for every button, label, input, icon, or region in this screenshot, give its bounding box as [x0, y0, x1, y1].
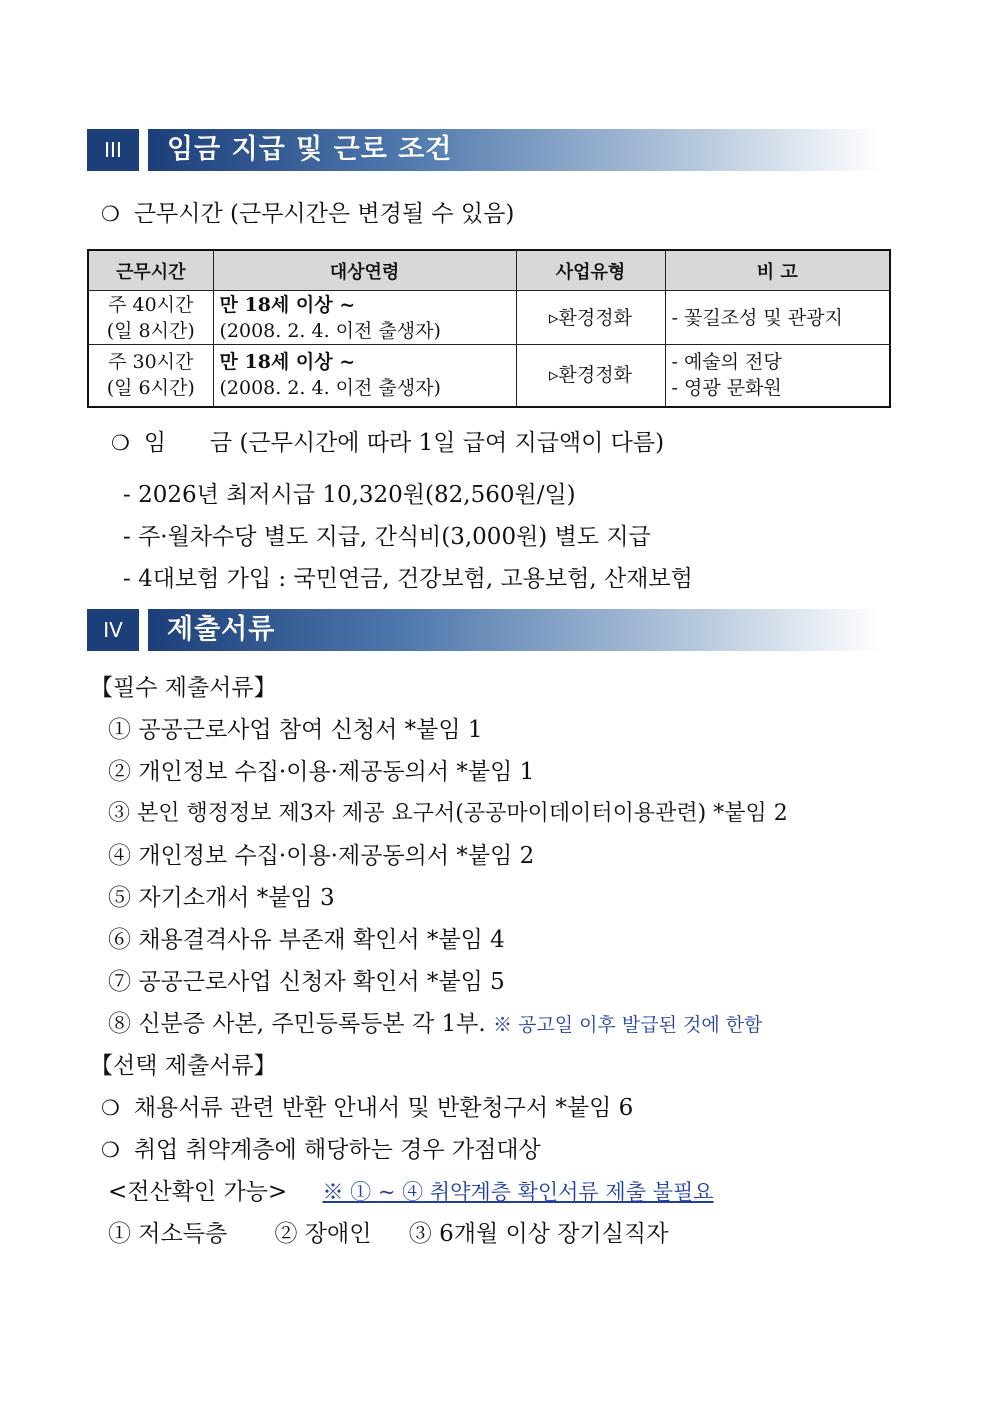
category-item: ③ 6개월 이상 장기실직자 — [408, 1221, 669, 1247]
section-header-3 — [87, 129, 882, 171]
age-cell: 만 18세 이상 ~ (2008. 2. 4. 이전 출생자) — [213, 291, 516, 345]
age-cell: 만 18세 이상 ~ (2008. 2. 4. 이전 출생자) — [213, 345, 516, 407]
list-item: ⑥ 채용결격사유 부존재 확인서 *붙임 4 — [108, 927, 505, 953]
section-number: IV — [87, 609, 139, 651]
optional-docs-heading: 【선택 제출서류】 — [90, 1053, 277, 1079]
category-item: ② 장애인 — [274, 1221, 372, 1247]
circle-bullet-icon: ❍ — [101, 202, 120, 226]
circle-bullet-icon: ❍ — [111, 431, 130, 455]
table-header-cell: 사업유형 — [516, 250, 665, 291]
verify-note: ※ ① ~ ④ 취약계층 확인서류 제출 불필요 — [322, 1180, 714, 1204]
section-title: 임금 지급 및 근로 조건 — [167, 134, 453, 165]
optional-item: ❍ 취업 취약계층에 해당하는 경우 가점대상 — [101, 1137, 541, 1163]
note-cell: - 예술의 전당 - 영광 문화원 — [665, 345, 890, 407]
list-item: ⑦ 공공근로사업 신청자 확인서 *붙임 5 — [108, 969, 505, 995]
category-line — [108, 1219, 668, 1249]
table-header-cell: 비 고 — [665, 250, 890, 291]
list-item: ① 공공근로사업 참여 신청서 *붙임 1 — [108, 717, 483, 743]
required-docs-heading: 【필수 제출서류】 — [90, 675, 277, 701]
list-item: ⑤ 자기소개서 *붙임 3 — [108, 885, 335, 911]
table-row — [88, 345, 890, 407]
wage-item: - 2026년 최저시급 10,320원(82,560원/일) — [123, 482, 576, 508]
work-hours-heading: ❍ 근무시간 (근무시간은 변경될 수 있음) — [101, 201, 515, 227]
list-item: ③ 본인 행정정보 제3자 제공 요구서(공공마이데이터이용관련) *붙임 2 — [108, 801, 788, 826]
category-item: ① 저소득층 — [108, 1221, 228, 1247]
table-header-cell: 대상연령 — [213, 250, 516, 291]
issue-date-note: ※ 공고일 이후 발급된 것에 한함 — [492, 1014, 763, 1036]
section-title: 제출서류 — [167, 614, 276, 645]
list-item: ② 개인정보 수집·이용·제공동의서 *붙임 1 — [108, 759, 535, 785]
note-cell: - 꽃길조성 및 관광지 — [665, 291, 890, 345]
type-cell: ▹환경정화 — [516, 291, 665, 345]
table-row — [88, 291, 890, 345]
list-item: ⑧ 신분증 사본, 주민등록등본 각 1부. ※ 공고일 이후 발급된 것에 한함 — [108, 1011, 763, 1037]
table-header-cell: 근무시간 — [88, 250, 213, 291]
circle-bullet-icon: ❍ — [101, 1096, 120, 1120]
type-cell: ▹환경정화 — [516, 345, 665, 407]
section-number: III — [87, 129, 139, 171]
wage-item: - 주·월차수당 별도 지급, 간식비(3,000원) 별도 지급 — [123, 524, 651, 550]
table-header-row — [88, 250, 890, 291]
work-hours-table — [87, 249, 891, 408]
section-header-4 — [87, 609, 882, 651]
verify-line — [108, 1177, 714, 1207]
wage-heading: ❍ 임 금 (근무시간에 따라 1일 급여 지급액이 다름) — [111, 430, 665, 456]
verify-label: <전산확인 가능> — [108, 1179, 288, 1205]
optional-item: ❍ 채용서류 관련 반환 안내서 및 반환청구서 *붙임 6 — [101, 1095, 634, 1121]
hours-cell: 주 40시간 (일 8시간) — [88, 291, 213, 345]
hours-cell: 주 30시간 (일 6시간) — [88, 345, 213, 407]
wage-item: - 4대보험 가입 : 국민연금, 건강보험, 고용보험, 산재보험 — [123, 566, 693, 592]
circle-bullet-icon: ❍ — [101, 1138, 120, 1162]
list-item: ④ 개인정보 수집·이용·제공동의서 *붙임 2 — [108, 843, 535, 869]
